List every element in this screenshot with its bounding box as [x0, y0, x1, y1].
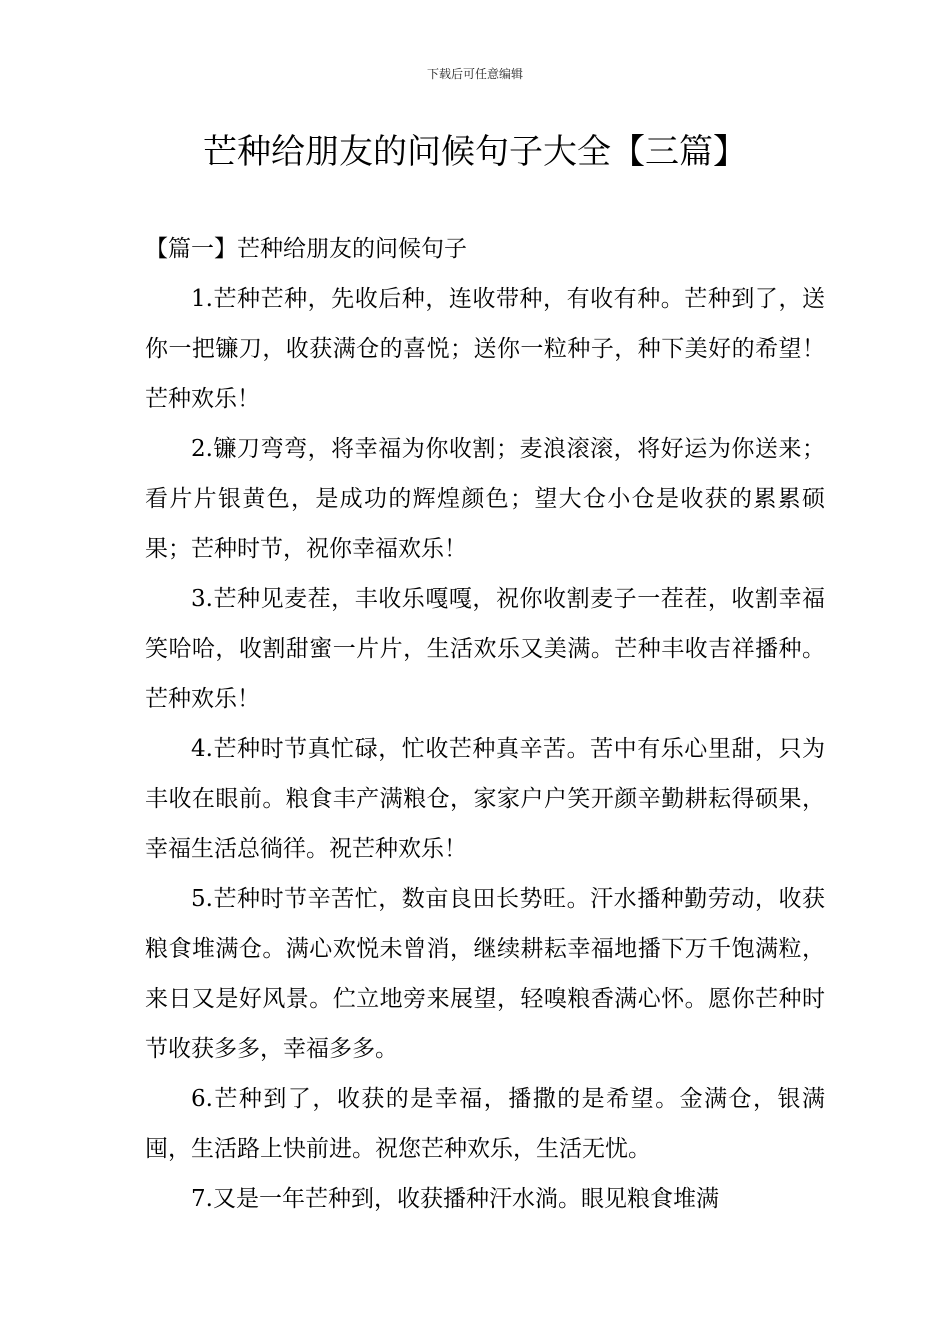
section-heading: 【篇一】芒种给朋友的问候句子 [145, 236, 467, 262]
paragraph-6: 6.芒种到了，收获的是幸福，播撒的是希望。金满仓，银满囤，生活路上快前进。祝您芒种欢乐，生活无忧。 [145, 1086, 825, 1162]
page-header-note: 下载后可任意编辑 [426, 67, 523, 81]
paragraph-4: 4.芒种时节真忙碌，忙收芒种真辛苦。苦中有乐心里甜，只为丰收在眼前。粮食丰产满粮仓，家家户户笑开颜辛勤耕耘得硕果，幸福生活总徜徉。祝芒种欢乐！ [145, 736, 825, 862]
document-title: 芒种给朋友的问候句子大全【三篇】 [203, 132, 747, 172]
paragraph-2: 2.镰刀弯弯，将幸福为你收割；麦浪滚滚，将好运为你送来；看片片银黄色，是成功的辉煌颜色；望大仓小仓是收获的累累硕果；芒种时节，祝你幸福欢乐！ [145, 436, 825, 562]
paragraph-3: 3.芒种见麦茬，丰收乐嘎嘎，祝你收割麦子一茬茬，收割幸福笑哈哈，收割甜蜜一片片，生活欢乐又美满。芒种丰收吉祥播种。芒种欢乐！ [145, 586, 825, 712]
paragraph-7: 7.又是一年芒种到，收获播种汗水淌。眼见粮食堆满 [191, 1186, 719, 1212]
paragraph-5: 5.芒种时节辛苦忙，数亩良田长势旺。汗水播种勤劳动，收获粮食堆满仓。满心欢悦未曾消，继续耕耘幸福地播下万千饱满粒，来日又是好风景。伫立地旁来展望，轻嗅粮香满心怀。愿你芒种时节收获多多，幸福多多。 [145, 886, 825, 1062]
document-body [145, 224, 825, 1224]
paragraph-1: 1.芒种芒种，先收后种，连收带种，有收有种。芒种到了，送你一把镰刀，收获满仓的喜悦；送你一粒种子，种下美好的希望！芒种欢乐！ [145, 286, 825, 412]
